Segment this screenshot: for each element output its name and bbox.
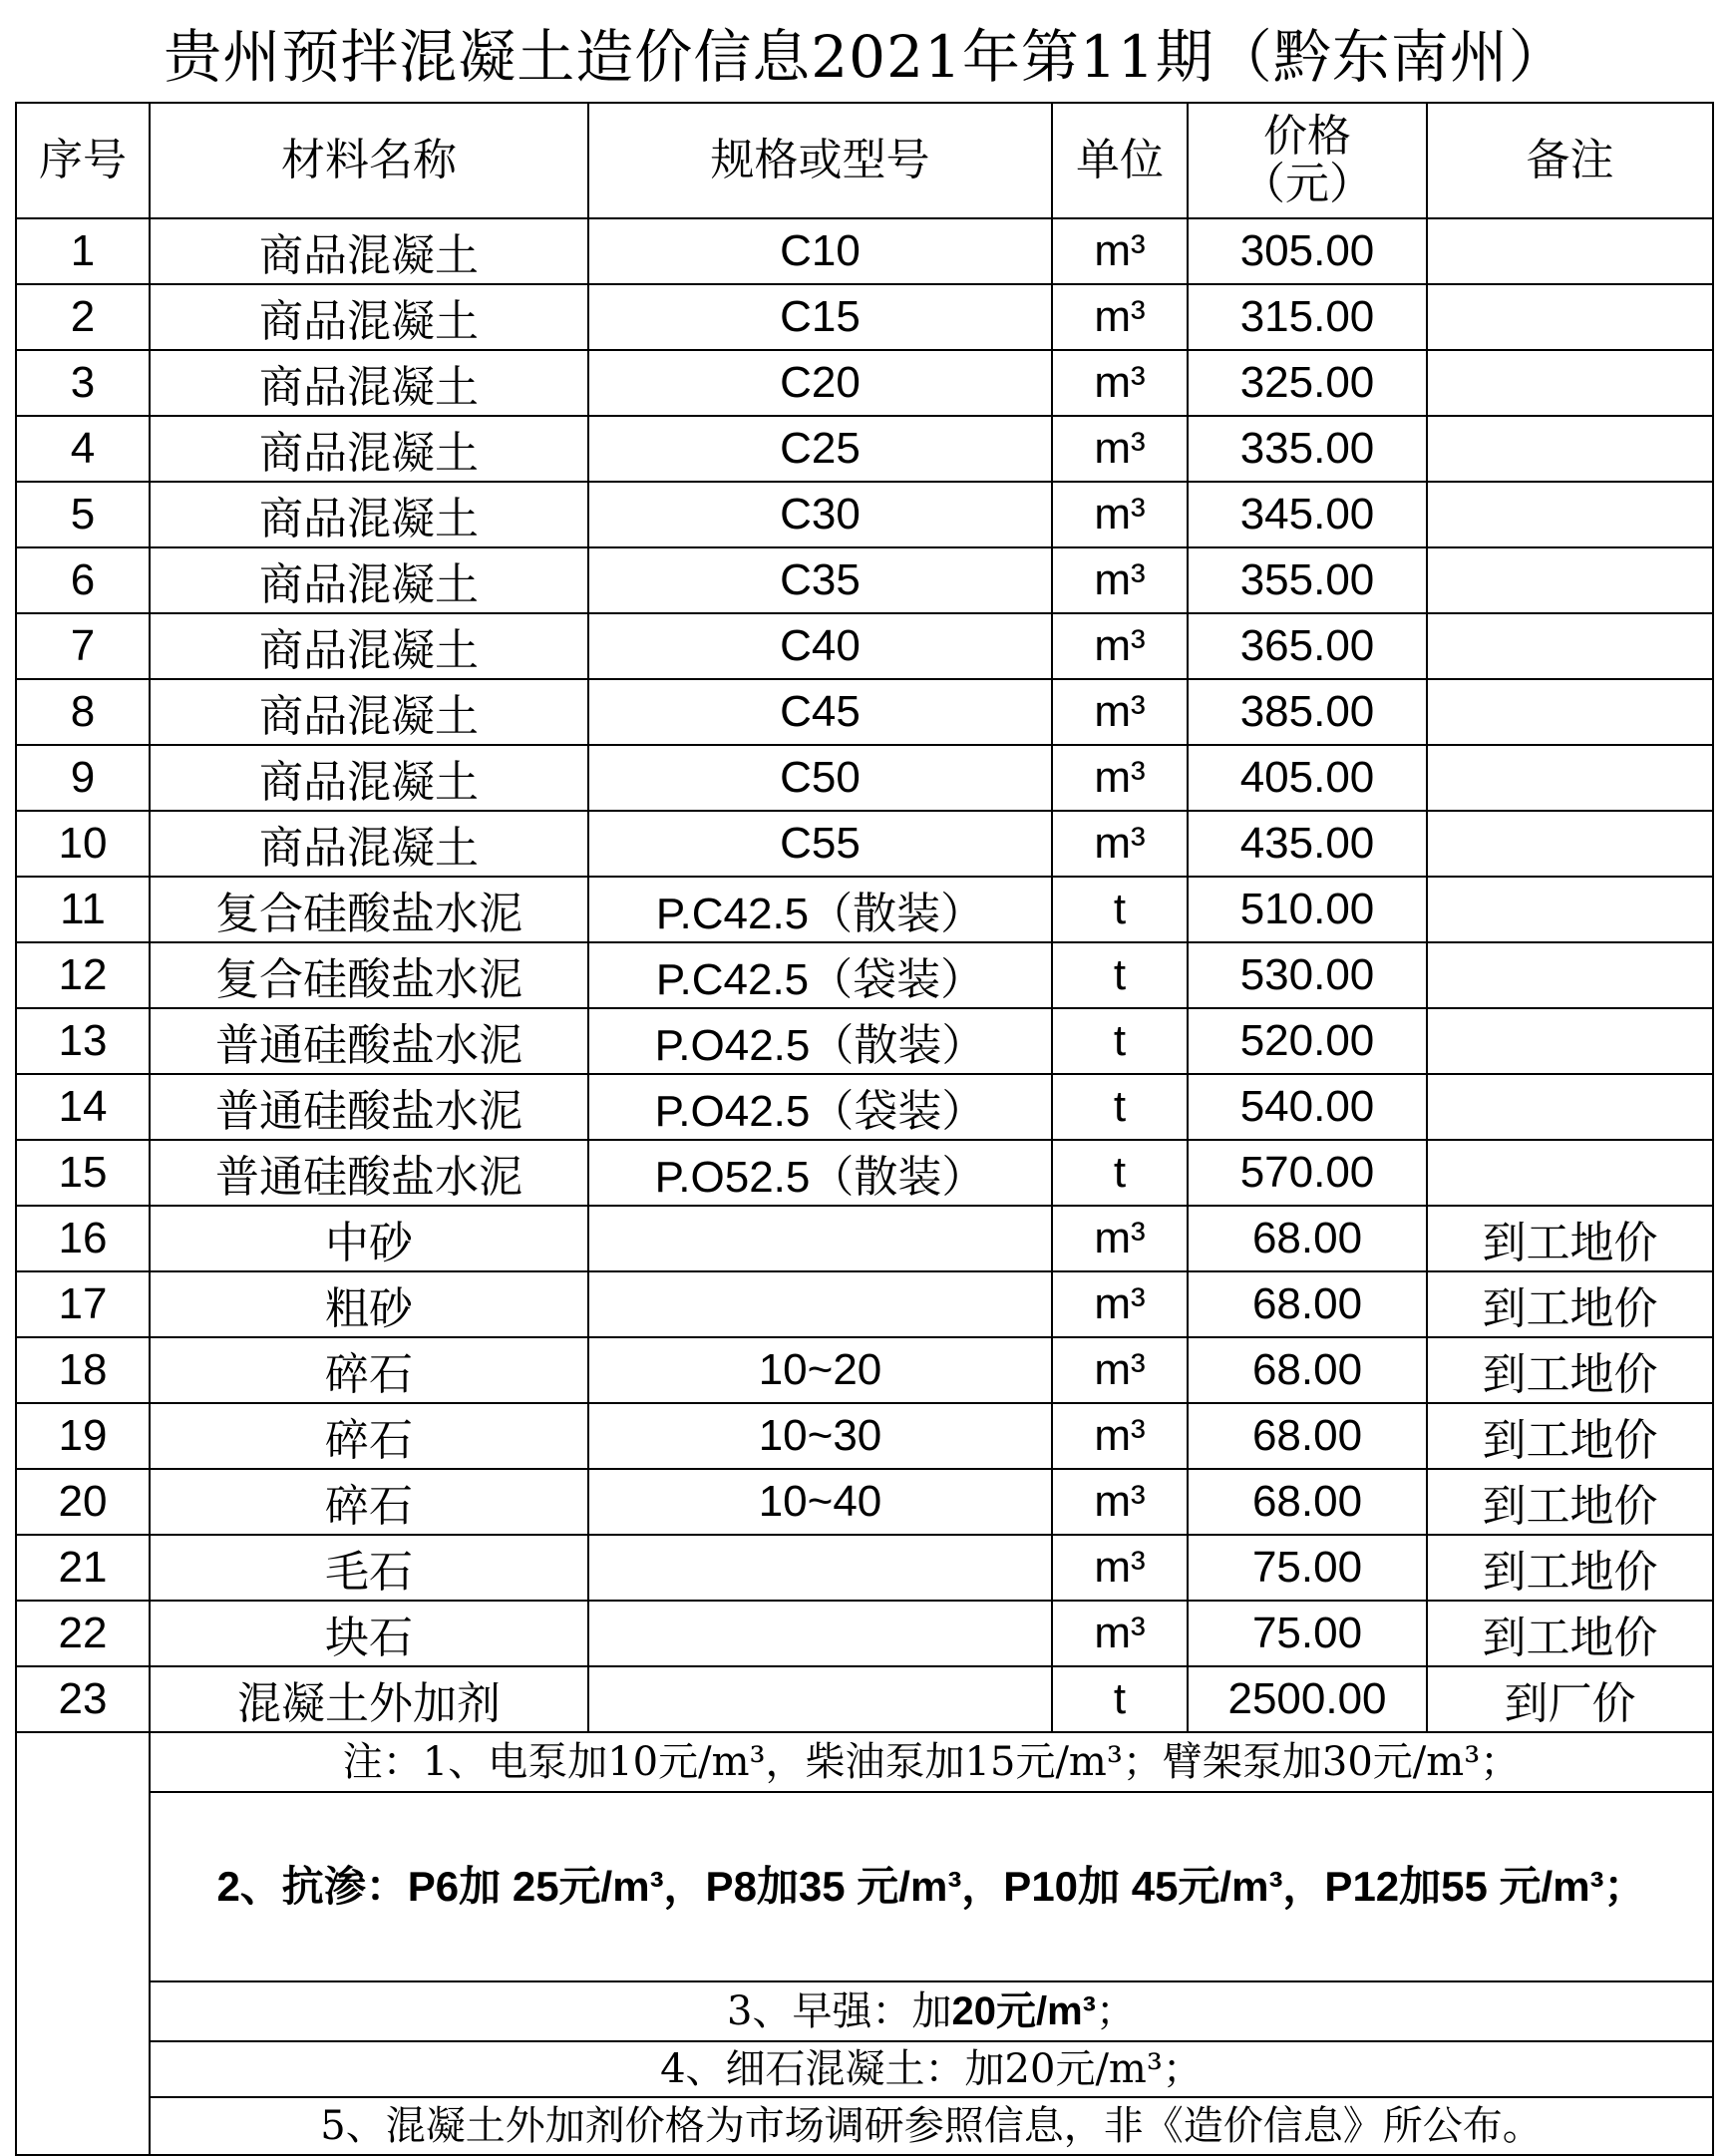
price-table — [15, 102, 1714, 2156]
row-spec: P.O42.5（袋装） — [588, 1074, 1052, 1140]
table-row — [16, 1140, 1713, 1206]
row-remark — [1427, 350, 1713, 416]
table-row — [16, 1403, 1713, 1469]
row-seq: 15 — [16, 1140, 150, 1206]
row-seq: 10 — [16, 811, 150, 877]
row-spec — [588, 1206, 1052, 1271]
row-seq: 3 — [16, 350, 150, 416]
row-unit: m³ — [1052, 679, 1188, 745]
row-price: 405.00 — [1188, 745, 1427, 811]
note-3-suffix: ； — [1095, 1988, 1136, 2034]
row-price: 355.00 — [1188, 547, 1427, 613]
row-price: 75.00 — [1188, 1535, 1427, 1601]
row-name: 商品混凝土 — [150, 350, 588, 416]
row-remark — [1427, 613, 1713, 679]
table-row — [16, 942, 1713, 1008]
row-seq: 7 — [16, 613, 150, 679]
row-seq: 13 — [16, 1008, 150, 1074]
row-seq: 14 — [16, 1074, 150, 1140]
row-price: 68.00 — [1188, 1271, 1427, 1337]
row-name: 商品混凝土 — [150, 284, 588, 350]
row-seq: 21 — [16, 1535, 150, 1601]
row-unit: m³ — [1052, 1337, 1188, 1403]
row-remark: 到工地价 — [1427, 1206, 1713, 1271]
table-row — [16, 811, 1713, 877]
row-remark — [1427, 284, 1713, 350]
row-spec — [588, 1535, 1052, 1601]
row-price: 540.00 — [1188, 1074, 1427, 1140]
row-seq: 8 — [16, 679, 150, 745]
row-unit: m³ — [1052, 745, 1188, 811]
row-name: 商品混凝土 — [150, 547, 588, 613]
row-price: 68.00 — [1188, 1403, 1427, 1469]
row-spec: 10~20 — [588, 1337, 1052, 1403]
row-remark — [1427, 1140, 1713, 1206]
row-remark — [1427, 416, 1713, 482]
row-unit: m³ — [1052, 811, 1188, 877]
table-row — [16, 613, 1713, 679]
header-price — [1188, 103, 1427, 218]
table-body — [16, 218, 1713, 1732]
row-name: 商品混凝土 — [150, 613, 588, 679]
row-seq: 22 — [16, 1601, 150, 1666]
row-seq: 5 — [16, 482, 150, 547]
row-price: 68.00 — [1188, 1469, 1427, 1535]
row-seq: 4 — [16, 416, 150, 482]
note-1: 注：1、电泵加10元/m³，柴油泵加15元/m³；臂架泵加30元/m³； — [150, 1732, 1713, 1792]
note-3 — [150, 1981, 1713, 2041]
row-name: 碎石 — [150, 1469, 588, 1535]
table-row — [16, 1008, 1713, 1074]
row-unit: m³ — [1052, 1403, 1188, 1469]
row-spec: C50 — [588, 745, 1052, 811]
row-unit: m³ — [1052, 482, 1188, 547]
table-row — [16, 679, 1713, 745]
row-remark — [1427, 1008, 1713, 1074]
row-price: 435.00 — [1188, 811, 1427, 877]
row-remark: 到厂价 — [1427, 1666, 1713, 1732]
row-price: 335.00 — [1188, 416, 1427, 482]
row-price: 520.00 — [1188, 1008, 1427, 1074]
page-title: 贵州预拌混凝土造价信息2021年第11期（黔东南州） — [164, 23, 1567, 91]
row-unit: m³ — [1052, 1271, 1188, 1337]
row-unit: m³ — [1052, 416, 1188, 482]
note-5: 5、混凝土外加剂价格为市场调研参照信息，非《造价信息》所公布。 — [150, 2097, 1713, 2155]
row-spec: C10 — [588, 218, 1052, 284]
header-seq: 序号 — [16, 103, 150, 218]
note-2-text: 2、抗渗：P6加 25元/m³，P8加35 元/m³，P10加 45元/m³，P12加55 元/m³； — [216, 1863, 1646, 1910]
row-spec: P.O42.5（散装） — [588, 1008, 1052, 1074]
row-name: 复合硅酸盐水泥 — [150, 877, 588, 942]
table-row — [16, 1469, 1713, 1535]
row-spec: P.C42.5（散装） — [588, 877, 1052, 942]
note-4: 4、细石混凝土：加20元/m³； — [150, 2041, 1713, 2097]
row-name: 商品混凝土 — [150, 218, 588, 284]
row-name: 商品混凝土 — [150, 416, 588, 482]
row-name: 混凝土外加剂 — [150, 1666, 588, 1732]
table-row — [16, 1206, 1713, 1271]
row-price: 530.00 — [1188, 942, 1427, 1008]
row-spec: C40 — [588, 613, 1052, 679]
row-name: 块石 — [150, 1601, 588, 1666]
row-remark — [1427, 482, 1713, 547]
row-name: 普通硅酸盐水泥 — [150, 1074, 588, 1140]
row-unit: t — [1052, 1074, 1188, 1140]
row-unit: m³ — [1052, 1601, 1188, 1666]
row-name: 粗砂 — [150, 1271, 588, 1337]
row-unit: m³ — [1052, 284, 1188, 350]
row-seq: 16 — [16, 1206, 150, 1271]
table-row — [16, 1074, 1713, 1140]
row-spec: C45 — [588, 679, 1052, 745]
row-name: 商品混凝土 — [150, 482, 588, 547]
row-remark — [1427, 679, 1713, 745]
row-seq: 9 — [16, 745, 150, 811]
table-row — [16, 1601, 1713, 1666]
row-seq: 18 — [16, 1337, 150, 1403]
row-price: 325.00 — [1188, 350, 1427, 416]
row-spec: P.C42.5（袋装） — [588, 942, 1052, 1008]
row-remark: 到工地价 — [1427, 1469, 1713, 1535]
row-seq: 23 — [16, 1666, 150, 1732]
table-row — [16, 284, 1713, 350]
table-header-row — [16, 103, 1713, 218]
row-unit: m³ — [1052, 1206, 1188, 1271]
row-name: 普通硅酸盐水泥 — [150, 1140, 588, 1206]
row-spec: C55 — [588, 811, 1052, 877]
row-seq: 17 — [16, 1271, 150, 1337]
row-price: 510.00 — [1188, 877, 1427, 942]
row-spec: P.O52.5（散装） — [588, 1140, 1052, 1206]
row-spec — [588, 1666, 1052, 1732]
note-3-value: 20元/m³ — [951, 1989, 1096, 2033]
row-unit: t — [1052, 1666, 1188, 1732]
table-row — [16, 745, 1713, 811]
row-unit: m³ — [1052, 547, 1188, 613]
row-unit: t — [1052, 1140, 1188, 1206]
header-price-line1: 价格 — [1263, 111, 1351, 162]
row-seq: 20 — [16, 1469, 150, 1535]
row-unit: t — [1052, 1008, 1188, 1074]
row-price: 2500.00 — [1188, 1666, 1427, 1732]
row-price: 305.00 — [1188, 218, 1427, 284]
row-name: 复合硅酸盐水泥 — [150, 942, 588, 1008]
row-seq: 1 — [16, 218, 150, 284]
row-unit: t — [1052, 942, 1188, 1008]
table-row — [16, 1535, 1713, 1601]
row-spec: C15 — [588, 284, 1052, 350]
row-remark: 到工地价 — [1427, 1535, 1713, 1601]
row-spec: C20 — [588, 350, 1052, 416]
row-price: 385.00 — [1188, 679, 1427, 745]
row-unit: t — [1052, 877, 1188, 942]
row-price: 345.00 — [1188, 482, 1427, 547]
row-price: 68.00 — [1188, 1206, 1427, 1271]
note-3-prefix: 3、早强：加 — [727, 1988, 952, 2034]
header-price-line2: （元） — [1241, 159, 1373, 209]
table-row — [16, 1337, 1713, 1403]
row-name: 毛石 — [150, 1535, 588, 1601]
header-spec: 规格或型号 — [588, 103, 1052, 218]
row-remark — [1427, 811, 1713, 877]
row-unit: m³ — [1052, 1535, 1188, 1601]
row-remark — [1427, 745, 1713, 811]
table-row — [16, 1666, 1713, 1732]
row-name: 商品混凝土 — [150, 745, 588, 811]
row-price: 315.00 — [1188, 284, 1427, 350]
notes-blank-cell — [16, 1732, 150, 2155]
table-row — [16, 547, 1713, 613]
row-name: 商品混凝土 — [150, 679, 588, 745]
row-name: 商品混凝土 — [150, 811, 588, 877]
row-remark: 到工地价 — [1427, 1271, 1713, 1337]
row-price: 570.00 — [1188, 1140, 1427, 1206]
note-2 — [150, 1792, 1713, 1981]
row-seq: 11 — [16, 877, 150, 942]
row-remark — [1427, 877, 1713, 942]
row-spec: C30 — [588, 482, 1052, 547]
row-name: 中砂 — [150, 1206, 588, 1271]
row-spec: C25 — [588, 416, 1052, 482]
header-name: 材料名称 — [150, 103, 588, 218]
row-seq: 12 — [16, 942, 150, 1008]
row-price: 365.00 — [1188, 613, 1427, 679]
row-name: 碎石 — [150, 1403, 588, 1469]
row-spec: C35 — [588, 547, 1052, 613]
row-remark: 到工地价 — [1427, 1601, 1713, 1666]
row-spec — [588, 1271, 1052, 1337]
row-unit: m³ — [1052, 350, 1188, 416]
row-unit: m³ — [1052, 218, 1188, 284]
table-row — [16, 482, 1713, 547]
header-unit: 单位 — [1052, 103, 1188, 218]
table-row — [16, 1271, 1713, 1337]
table-row — [16, 218, 1713, 284]
row-seq: 19 — [16, 1403, 150, 1469]
row-remark: 到工地价 — [1427, 1403, 1713, 1469]
row-spec: 10~30 — [588, 1403, 1052, 1469]
header-remark: 备注 — [1427, 103, 1713, 218]
row-price: 68.00 — [1188, 1337, 1427, 1403]
row-remark — [1427, 942, 1713, 1008]
row-seq: 2 — [16, 284, 150, 350]
row-spec: 10~40 — [588, 1469, 1052, 1535]
row-seq: 6 — [16, 547, 150, 613]
row-name: 碎石 — [150, 1337, 588, 1403]
row-name: 普通硅酸盐水泥 — [150, 1008, 588, 1074]
row-unit: m³ — [1052, 1469, 1188, 1535]
notes-section — [16, 1732, 1713, 2155]
row-unit: m³ — [1052, 613, 1188, 679]
table-row — [16, 350, 1713, 416]
row-spec — [588, 1601, 1052, 1666]
row-remark — [1427, 547, 1713, 613]
row-remark — [1427, 1074, 1713, 1140]
row-remark — [1427, 218, 1713, 284]
row-remark: 到工地价 — [1427, 1337, 1713, 1403]
table-row — [16, 416, 1713, 482]
table-row — [16, 877, 1713, 942]
row-price: 75.00 — [1188, 1601, 1427, 1666]
